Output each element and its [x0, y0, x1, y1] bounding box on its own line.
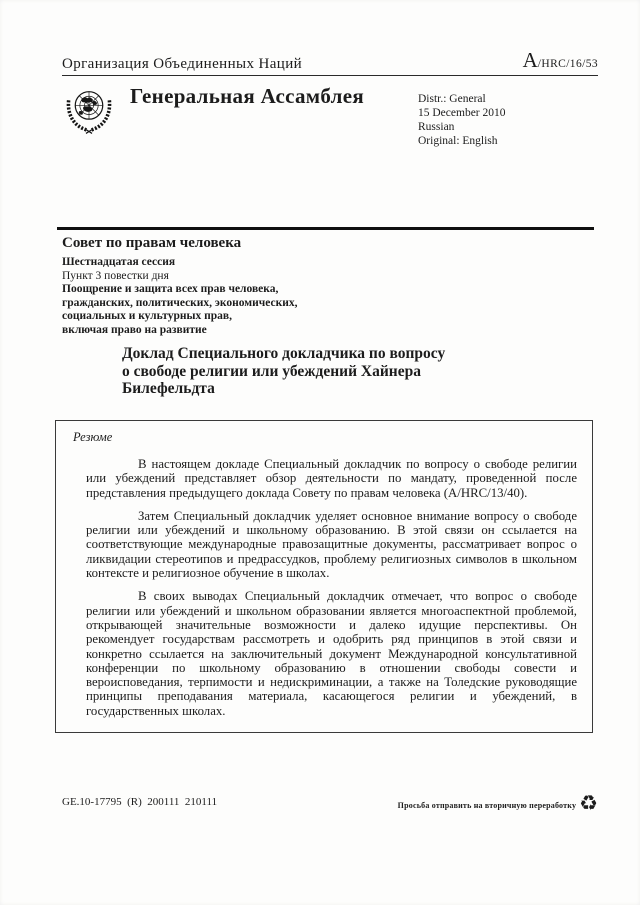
document-symbol — [523, 50, 598, 72]
report-title-line: Билефельдта — [122, 380, 215, 397]
session-number: Шестнадцатая сессия — [62, 256, 176, 268]
summary-paragraph: В настоящем докладе Специальный докладчик по вопросу о свободе религии или убеждений представляет обзор деятельности по мандату, проведенной после представления предыдущего доклада Совету по правам человека (A/HRC/13/40). — [86, 457, 577, 500]
agenda-title-line: включая право на развитие — [62, 323, 207, 336]
document-symbol-number: /HRC/16/53 — [537, 58, 598, 70]
report-title-line: о свободе религии или убеждений Хайнера — [122, 362, 421, 380]
recycle-notice — [398, 793, 598, 814]
recycle-icon: ♻ — [579, 791, 598, 815]
distr-line: Distr.: General — [418, 93, 486, 105]
summary-box — [55, 420, 593, 733]
session-block — [62, 235, 297, 337]
report-title — [122, 345, 445, 398]
document-reference-code: GE.10-17795 (R) 200111 210111 — [62, 796, 218, 808]
report-title-line: Доклад Специального докладчика по вопросу — [122, 345, 446, 362]
recycle-notice-text: Просьба отправить на вторичную переработку — [397, 801, 577, 810]
agenda-title-line: гражданских, политических, экономических, — [62, 296, 298, 309]
header-divider — [62, 75, 598, 76]
distr-date: 15 December 2010 — [418, 107, 506, 119]
summary-heading: Резюме — [73, 430, 113, 444]
distribution-block — [418, 92, 506, 148]
summary-paragraph: Затем Специальный докладчик уделяет основное внимание вопросу о свободе религии или убеждений и школьному образованию. В этой связи он ссылается на соответствующие международные правозащитные документы, рассматривает вопрос о ликвидации стереотипов и предрассудков, проблему религиозных символов в школьном контексте и религиозное обучение в школах. — [86, 508, 577, 581]
distr-original: Original: English — [418, 135, 498, 147]
council-title: Совет по правам человека — [62, 235, 242, 251]
section-divider — [57, 227, 594, 230]
org-name: Организация Объединенных Наций — [62, 56, 303, 72]
assembly-title: Генеральная Ассамблея — [130, 84, 365, 108]
summary-paragraph: В своих выводах Специальный докладчик отмечает, что вопрос о свободе религии или убеждений и школьном образовании является многоаспектной проблемой, открывающей значительные возможности и далеко идущие перспективы. Он рекомендует государствам рассмотреть и одобрить ряд принципов в этой связи и конкретно ссылается на заключительный документ Международной консультативной конференции по школьному образованию в отношении свободы совести и вероисповедания, терпимости и недискриминации, а также на Толедские руководящие принципы преподавания материала, касающегося религии и убеждений, в государственных школах. — [86, 589, 577, 718]
distr-language: Russian — [418, 121, 455, 133]
document-symbol-series: A — [522, 48, 538, 72]
un-emblem-icon — [61, 81, 117, 138]
agenda-title-line: Поощрение и защита всех прав человека, — [62, 283, 279, 295]
agenda-item: Пункт 3 повестки дня — [62, 269, 169, 282]
agenda-title-line: социальных и культурных прав, — [62, 310, 232, 322]
